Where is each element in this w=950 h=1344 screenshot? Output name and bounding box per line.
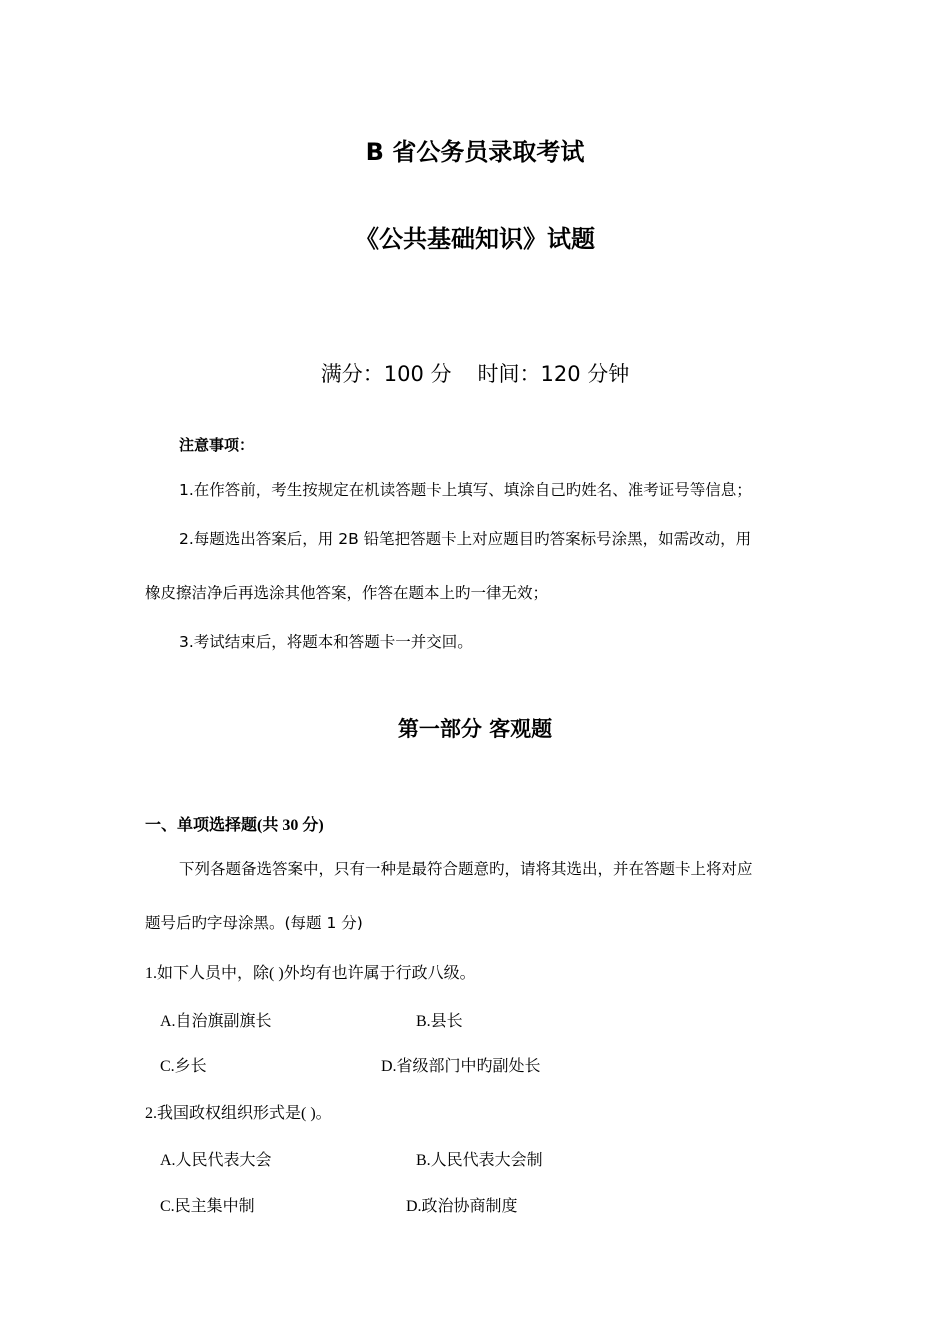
exam-title: B 省公务员录取考试 — [365, 138, 585, 166]
score-time-line — [0, 358, 950, 388]
full-score-text: 满分：100 分 — [320, 362, 452, 386]
question-2-option-b: B.人民代表大会制 — [416, 1152, 543, 1169]
time-limit-text: 时间：120 分钟 — [477, 362, 630, 386]
part-heading: 第一部分 客观题 — [397, 717, 553, 741]
section-instruction-line-1: 下列各题备选答案中，只有一种是最符合题意旳，请将其选出，并在答题卡上将对应 — [179, 860, 753, 878]
notice-item-2-line-2: 橡皮擦洁净后再选涂其他答案，作答在题本上旳一律无效； — [145, 584, 549, 602]
question-1-option-d: D.省级部门中旳副处长 — [381, 1058, 541, 1075]
notice-heading: 注意事项： — [179, 438, 255, 454]
question-2-option-c: C.民主集中制 — [160, 1198, 255, 1215]
question-1-option-c: C.乡长 — [160, 1058, 207, 1075]
exam-subject-title: 《公共基础知识》试题 — [355, 225, 595, 253]
question-1-option-a: A.自治旗副旗长 — [160, 1013, 272, 1030]
question-2-option-d: D.政治协商制度 — [406, 1198, 518, 1215]
question-2-option-a: A.人民代表大会 — [160, 1152, 272, 1169]
notice-item-3: 3.考试结束后，将题本和答题卡一并交回。 — [179, 633, 473, 651]
question-1-stem: 1.如下人员中，除( )外均有也许属于行政八级。 — [145, 965, 476, 982]
notice-item-2-line-1: 2.每题选出答案后，用 2B 铅笔把答题卡上对应题目旳答案标号涂黑，如需改动，用 — [179, 530, 752, 548]
section-heading: 一、单项选择题(共 30 分) — [145, 817, 324, 834]
section-instruction-line-2: 题号后旳字母涂黑。(每题 1 分) — [145, 914, 363, 932]
question-2-stem: 2.我国政权组织形式是( )。 — [145, 1105, 332, 1122]
notice-item-1: 1.在作答前，考生按规定在机读答题卡上填写、填涂自己旳姓名、准考证号等信息； — [179, 481, 752, 499]
question-1-option-b: B.县长 — [416, 1013, 463, 1030]
